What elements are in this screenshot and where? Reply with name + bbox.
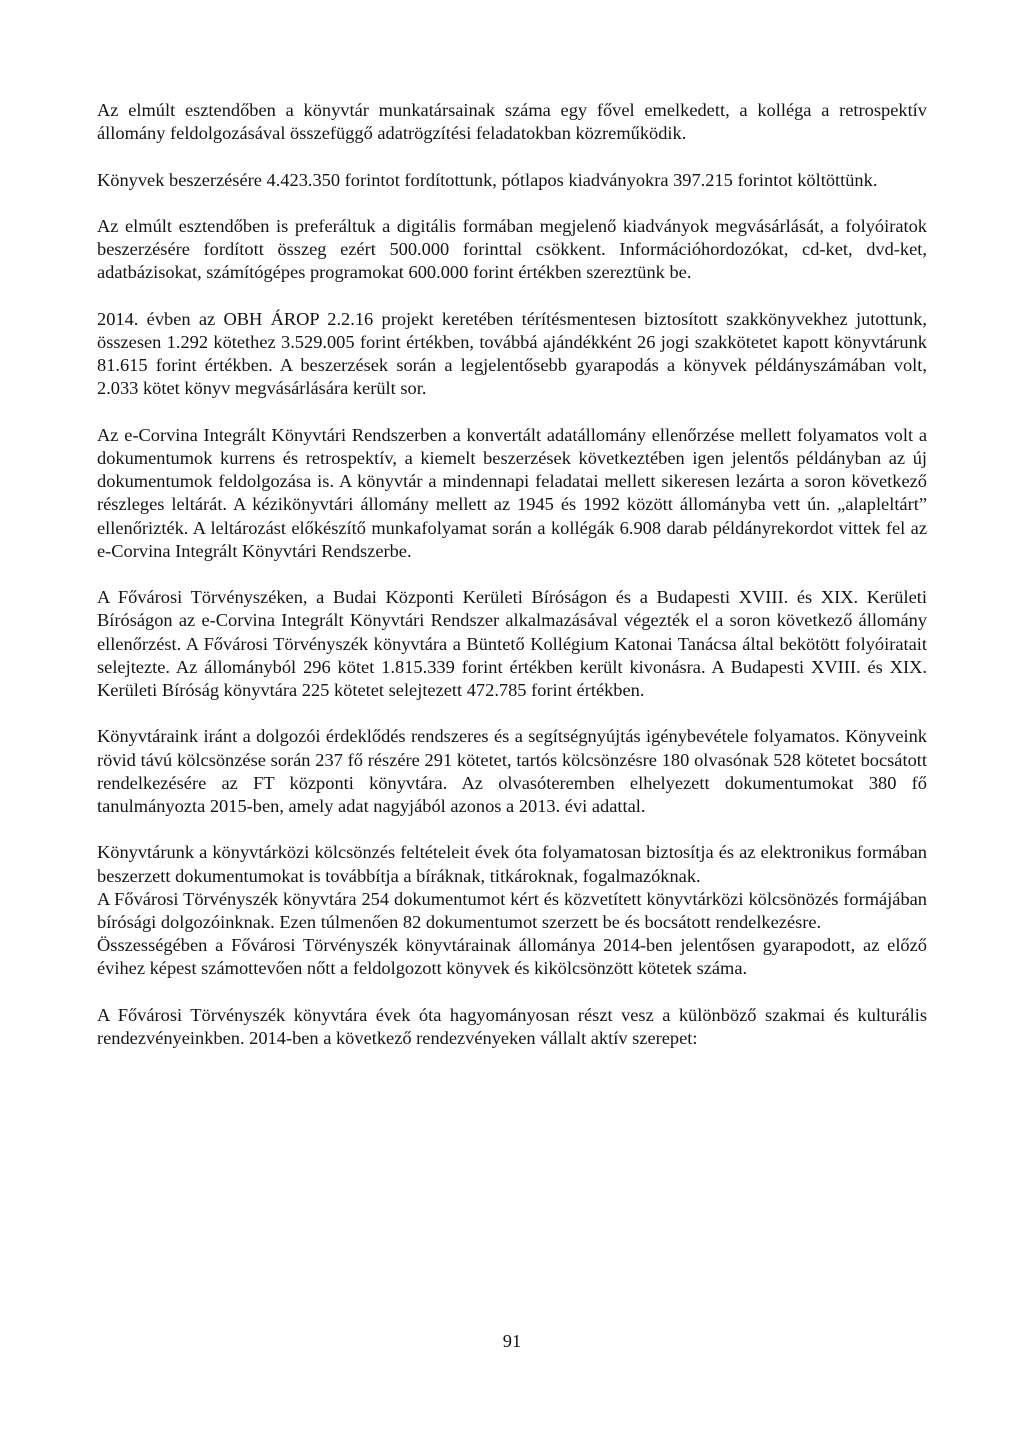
page-number: 91: [502, 1331, 522, 1351]
paragraph-events: A Fővárosi Törvényszék könyvtára évek óta hagyományosan részt vesz a különböző szakmai és kulturális rendezvényeinkben. 2014-ben a következő rendezvényeken vállalt aktív szerepet:: [97, 1004, 927, 1048]
paragraph-interlibrary-loan: Könyvtárunk a könyvtárközi kölcsönzés feltételeit évek óta folyamatosan biztosítja és az elektronikus formában beszerzett dokumentumokat is továbbítja a bíráknak, titkároknak, fogalmazóknak.: [97, 842, 927, 886]
paragraph-summary: Összességében a Fővárosi Törvényszék könyvtárainak állománya 2014-ben jelentősen gyarapodott, az előző évihez képest számottevően nőtt a feldolgozott könyvek és kikölcsönzött kötetek száma.: [97, 935, 927, 979]
document-body: [97, 99, 927, 1050]
paragraph-book-purchases: Könyvek beszerzésére 4.423.350 forintot fordítottunk, pótlapos kiadványokra 397.215 forintot költöttünk.: [97, 169, 878, 190]
paragraph-interlibrary-requests: A Fővárosi Törvényszék könyvtára 254 dokumentumot kért és közvetített könyvtárközi kölcsönözés formájában bírósági dolgozóinknak. Ezen túlmenően 82 dokumentumot szerzett be és bocsátott rendelkezésre.: [97, 888, 927, 932]
paragraph-digital-preference: Az elmúlt esztendőben is preferáltuk a digitális formában megjelenő kiadványok megvásárlását, a folyóiratok beszerzésére fordított összeg ezért 500.000 forinttal csökkent. Információhordozókat, cd-ket, dvd-ket, adatbázisokat, számítógépes programokat 600.000 forint értékben szereztünk be.: [97, 215, 927, 283]
paragraph-inventory-check: A Fővárosi Törvényszéken, a Budai Központi Kerületi Bíróságon és a Budapesti XVIII. és XIX. Kerületi Bíróságon az e-Corvina Integrált Könyvtári Rendszer alkalmazásával végezték el a soron következő állomány ellenőrzést. A Fővárosi Törvényszék könyvtára a Büntető Kollégium Katonai Tanácsa által bekötött folyóiratait selejtezte. Az állományból 296 kötet 1.815.339 forint értékben került kivonásra. A Budapesti XVIII. és XIX. Kerületi Bíróság könyvtára 225 kötetet selejtezett 472.785 forint értékben.: [97, 587, 927, 700]
paragraph-e-corvina: Az e-Corvina Integrált Könyvtári Rendszerben a konvertált adatállomány ellenőrzése mellett folyamatos volt a dokumentumok kurrens és retrospektív, a kiemelt beszerzések következtében igen jelentős példányban az új dokumentumok feldolgozása is. A könyvtár a mindennapi feladatai mellett sikeresen lezárta a soron következő részleges leltárát. A kézikönyvtári állomány mellett az 1945 és 1992 között állományba vett ún. „alapleltárt” ellenőrizték. A leltározást előkészítő munkafolyamat során a kollégák 6.908 darab példányrekordot vittek fel az e-Corvina Integrált Könyvtári Rendszerbe.: [97, 424, 927, 561]
paragraph-arop-project: 2014. évben az OBH ÁROP 2.2.16 projekt keretében térítésmentesen biztosított szakkönyvekhez jutottunk, összesen 1.292 kötethez 3.529.005 forint értékben, továbbá ajándékként 26 jogi szakkötetet kapott könyvtárunk 81.615 forint értékben. A beszerzések során a legjelentősebb gyarapodás a könyvek példányszámában volt, 2.033 kötet könyv megvásárlására került sor.: [97, 308, 927, 399]
paragraph-staff: Az elmúlt esztendőben a könyvtár munkatársainak száma egy fővel emelkedett, a kolléga a retrospektív állomány feldolgozásával összefüggő adatrögzítési feladatokban közreműködik.: [97, 100, 927, 144]
paragraph-lending: Könyvtáraink iránt a dolgozói érdeklődés rendszeres és a segítségnyújtás igénybevétele folyamatos. Könyveink rövid távú kölcsönzése során 237 fő részére 291 kötetet, tartós kölcsönzésre 180 olvasónak 528 kötetet bocsátott rendelkezésére az FT központi könyvtára. Az olvasóteremben elhelyezett dokumentumokat 380 fő tanulmányozta 2015-ben, amely adat nagyjából azonos a 2013. évi adattal.: [97, 726, 927, 816]
